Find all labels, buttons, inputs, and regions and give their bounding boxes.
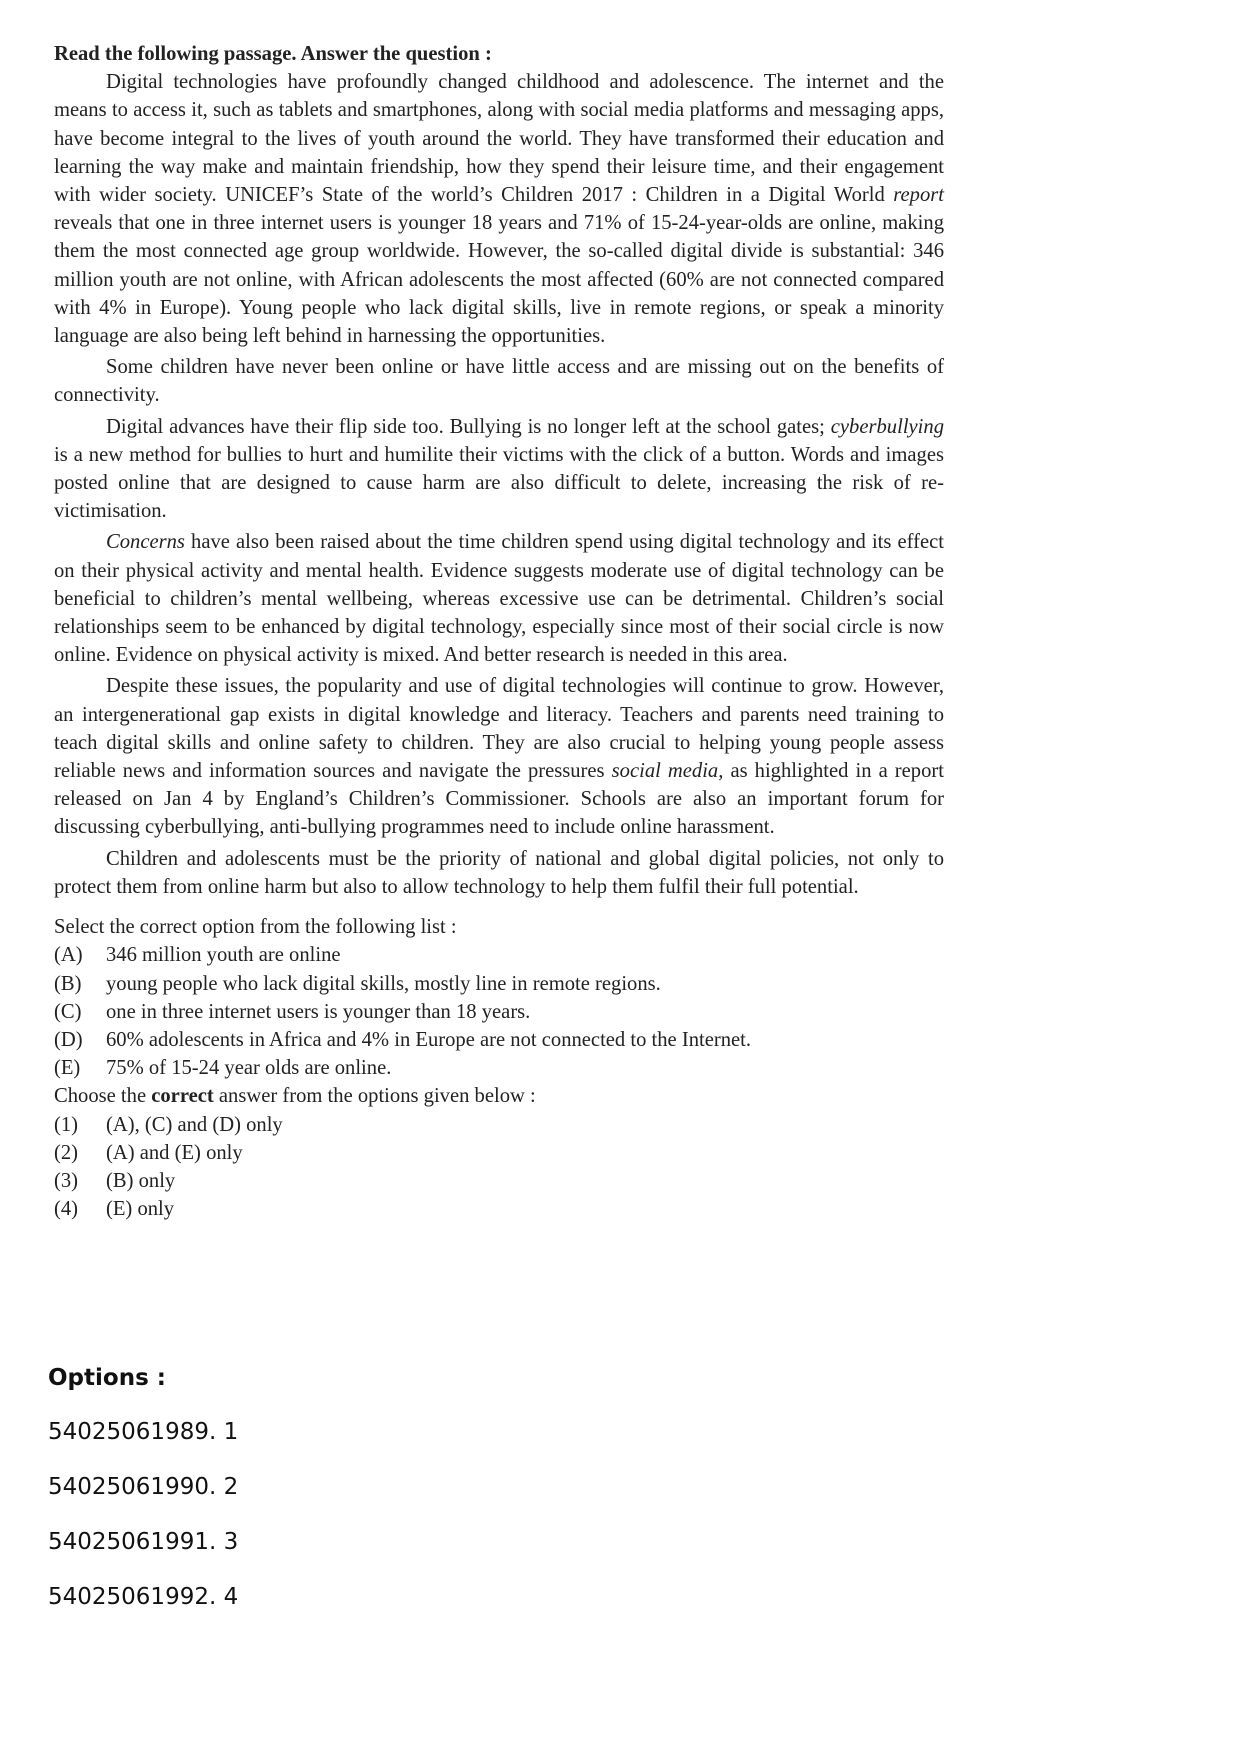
option-3[interactable]: 54025061991. 3 [48,1529,239,1555]
paragraph-text: reveals that one in three internet users is younger 18 years and 71% of 15-24-year-olds are online, making them the most connected age group worldwide. However, the so-called digital divide is substantial: 346 million youth are not online, with African adolescents the most affected (60% are not connected compared with 4% in Europe). Young people who lack digital skills, live in remote regions, or speak a minority language are also being left behind in harnessing the opportunities. [54,212,944,348]
answer-list [54,1111,944,1224]
choose-prefix: Choose the [54,1085,152,1108]
italic-word: cyberbullying [830,415,944,438]
italic-word: social media, [611,760,724,783]
statement-item [54,970,944,998]
statement-item [54,998,944,1026]
choose-bold: correct [151,1085,214,1108]
statement-item [54,1054,944,1082]
answer-text: (A) and (E) only [106,1141,243,1164]
choose-suffix: answer from the options given below : [213,1085,536,1108]
paragraph-text: Digital technologies have profoundly changed childhood and adolescence. The internet and the means to access it, such as tablets and smartphones, along with social media platforms and messaging apps, have become integral to the lives of youth around the world. They have transformed their education and learning the way make and maintain friendship, how they spend their leisure time, and their engagement with wider society. UNICEF’s State of the world’s Children 2017 : Children in a Digital World [54,71,944,207]
paragraph-text: is a new method for bullies to hurt and humilite their victims with the click of a button. Words and images posted online that are designed to cause harm are also difficult to delete, increasing the risk of re-victimisation. [54,443,944,523]
option-4[interactable]: 54025061992. 4 [48,1584,239,1610]
paragraph-text: as highlighted in a report released on Jan 4 by England’s Children’s Commissioner. Schools are also an important forum for discussing cyberbullying, anti-bullying programmes need to include online harassment. [54,760,944,839]
paragraph-text: Digital advances have their flip side too. Bullying is no longer left at the school gates; [106,415,831,438]
question-prompt: Select the correct option from the following list : [54,916,457,939]
passage-paragraph-6 [54,845,944,901]
answer-text: (E) only [106,1198,175,1221]
paragraph-text: Some children have never been online or have little access and are missing out on the benefits of connectivity. [54,356,944,407]
paragraph-text: Children and adolescents must be the priority of national and global digital policies, not only to protect them from online harm but also to allow technology to help them fulfil their full potential. [54,847,944,898]
statement-key: (C) [54,1000,82,1023]
answer-key: (1) [54,1113,79,1136]
statement-key: (A) [54,944,83,967]
statement-key: (B) [54,972,82,995]
statement-key: (E) [54,1057,81,1080]
statement-item [54,1026,944,1054]
answer-key: (3) [54,1169,79,1192]
italic-word: report [893,184,944,207]
options-title: Options : [48,1365,166,1391]
option-2[interactable]: 54025061990. 2 [48,1474,239,1500]
options-block [48,1362,238,1636]
answer-item [54,1195,944,1223]
paragraph-text: Despite these issues, the popularity and use of digital technologies will continue to grow. However, an intergenerational gap exists in digital knowledge and literacy. Teachers and parents need training to teach digital skills and online safety to children. They are also crucial to helping young people assess reliable news and information sources and navigate the pressures [54,675,944,783]
answer-key: (2) [54,1141,79,1164]
answer-item [54,1167,944,1195]
statement-text: 60% adolescents in Africa and 4% in Europe are not connected to the Internet. [106,1028,752,1051]
statement-text: 346 million youth are online [106,944,341,967]
passage-paragraph-3 [54,413,944,526]
answer-text: (B) only [106,1169,176,1192]
statement-text: young people who lack digital skills, mostly line in remote regions. [106,972,661,995]
passage-paragraph-2 [54,353,944,409]
statement-item [54,941,944,969]
passage-paragraph-4 [54,528,944,669]
italic-word: Concerns [106,531,185,554]
passage-paragraph-5 [54,672,944,841]
answer-item [54,1139,944,1167]
answer-key: (4) [54,1198,79,1221]
statement-text: 75% of 15-24 year olds are online. [106,1057,392,1080]
paragraph-text: have also been raised about the time children spend using digital technology and its effect on their physical activity and mental health. Evidence suggests moderate use of digital technology can be beneficial to children’s mental wellbeing, whereas excessive use can be detrimental. Children’s social relationships seem to be enhanced by digital technology, especially since most of their social circle is now online. Evidence on physical activity is mixed. And better research is needed in this area. [54,531,944,667]
statement-text: one in three internet users is younger than 18 years. [106,1000,531,1023]
option-1[interactable]: 54025061989. 1 [48,1419,239,1445]
passage-heading: Read the following passage. Answer the question : [54,43,492,65]
passage-paragraph-1 [54,68,944,350]
choose-instruction [54,1082,944,1110]
question-scan [54,40,944,1223]
statement-key: (D) [54,1028,83,1051]
answer-text: (A), (C) and (D) only [106,1113,283,1136]
answer-item [54,1111,944,1139]
statement-list [54,941,944,1082]
